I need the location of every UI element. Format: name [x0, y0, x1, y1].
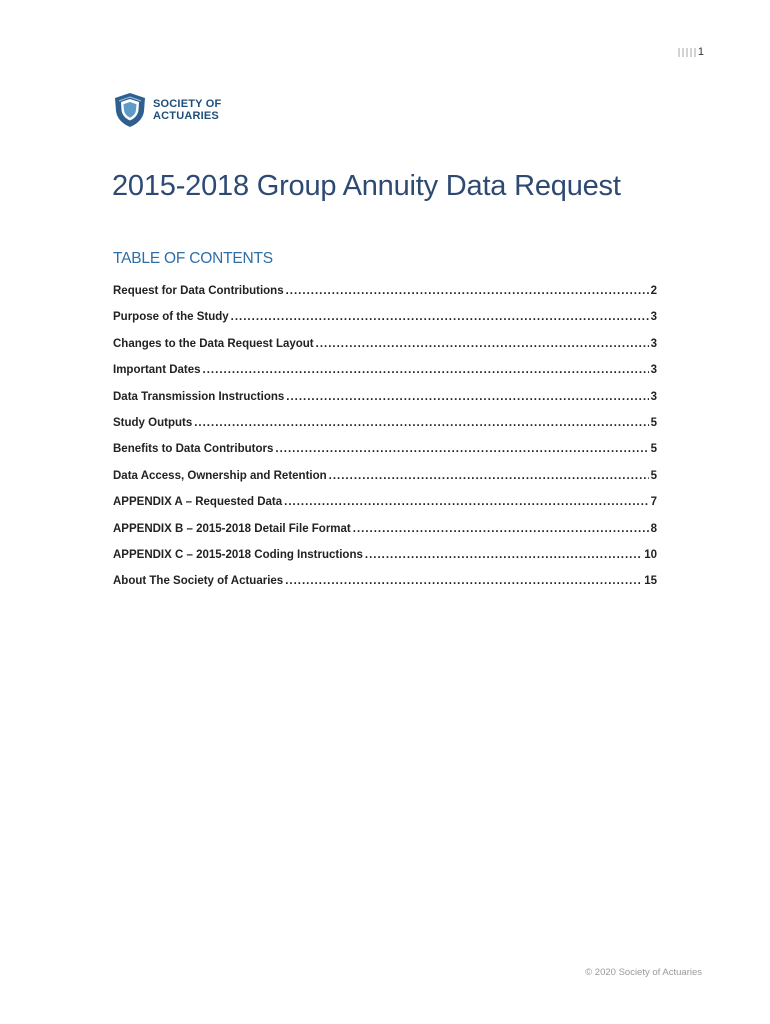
toc-entry-changes-layout[interactable]	[113, 338, 657, 364]
toc-entry-label: Changes to the Data Request Layout	[113, 337, 314, 350]
toc-entry-request-for-data[interactable]	[113, 285, 657, 311]
toc-entry-page: 2	[650, 285, 657, 297]
toc-entry-label: APPENDIX A – Requested Data	[113, 496, 283, 509]
page-number-value: 1	[697, 46, 704, 58]
toc-leader-dots	[286, 285, 649, 297]
toc-entry-data-access[interactable]	[113, 470, 657, 496]
toc-entry-label: APPENDIX B – 2015-2018 Detail File Format	[113, 522, 351, 535]
toc-leader-dots	[284, 496, 648, 508]
toc-entry-page: 7	[650, 496, 657, 509]
soa-shield-icon	[113, 92, 147, 128]
page-number	[678, 46, 704, 58]
toc-entry-label: Benefits to Data Contributors	[113, 443, 274, 456]
table-of-contents	[113, 285, 657, 602]
toc-leader-dots	[286, 391, 648, 403]
toc-entry-page: 5	[650, 416, 657, 429]
toc-leader-dots	[353, 523, 649, 535]
logo-line-1: SOCIETY OF	[153, 98, 222, 110]
toc-entry-appendix-b[interactable]	[113, 523, 657, 549]
toc-leader-dots	[275, 443, 648, 455]
toc-entry-label: Study Outputs	[113, 416, 193, 429]
toc-entry-label: Request for Data Contributions	[113, 285, 284, 297]
redacted-mark	[678, 48, 696, 57]
toc-leader-dots	[285, 575, 642, 587]
toc-leader-dots	[203, 364, 649, 376]
toc-entry-page: 5	[650, 469, 657, 482]
soa-logo-text	[153, 98, 221, 122]
toc-entry-page: 3	[650, 311, 657, 324]
toc-entry-label: Data Transmission Instructions	[113, 390, 285, 403]
toc-entry-label: Data Access, Ownership and Retention	[113, 469, 327, 482]
toc-entry-important-dates[interactable]	[113, 364, 657, 390]
toc-entry-label: Important Dates	[113, 364, 201, 377]
toc-heading: TABLE OF CONTENTS	[113, 250, 273, 267]
toc-entry-page: 3	[650, 390, 657, 403]
toc-entry-study-outputs[interactable]	[113, 417, 657, 443]
document-title: 2015-2018 Group Annuity Data Request	[112, 170, 621, 202]
toc-entry-page: 8	[650, 522, 657, 535]
toc-entry-label: APPENDIX C – 2015-2018 Coding Instructions	[113, 548, 363, 561]
toc-entry-appendix-c[interactable]	[113, 549, 657, 575]
toc-leader-dots	[316, 338, 649, 350]
toc-leader-dots	[365, 549, 642, 561]
toc-entry-about-soa[interactable]	[113, 575, 657, 601]
toc-leader-dots	[231, 311, 649, 323]
soa-logo	[113, 92, 221, 128]
toc-entry-data-transmission[interactable]	[113, 391, 657, 417]
footer-copyright: © 2020 Society of Actuaries	[585, 967, 702, 978]
toc-leader-dots	[194, 417, 648, 429]
toc-entry-appendix-a[interactable]	[113, 496, 657, 522]
toc-entry-label: Purpose of the Study	[113, 311, 229, 324]
toc-entry-label: About The Society of Actuaries	[113, 575, 284, 588]
toc-leader-dots	[329, 470, 649, 482]
logo-line-2: ACTUARIES	[153, 110, 219, 122]
toc-entry-page: 5	[650, 443, 657, 456]
toc-entry-purpose[interactable]	[113, 311, 657, 337]
toc-entry-page: 15	[644, 575, 657, 588]
toc-entry-page: 3	[650, 337, 657, 350]
toc-entry-page: 3	[650, 364, 657, 377]
toc-entry-benefits[interactable]	[113, 443, 657, 469]
toc-entry-page: 10	[644, 548, 657, 561]
